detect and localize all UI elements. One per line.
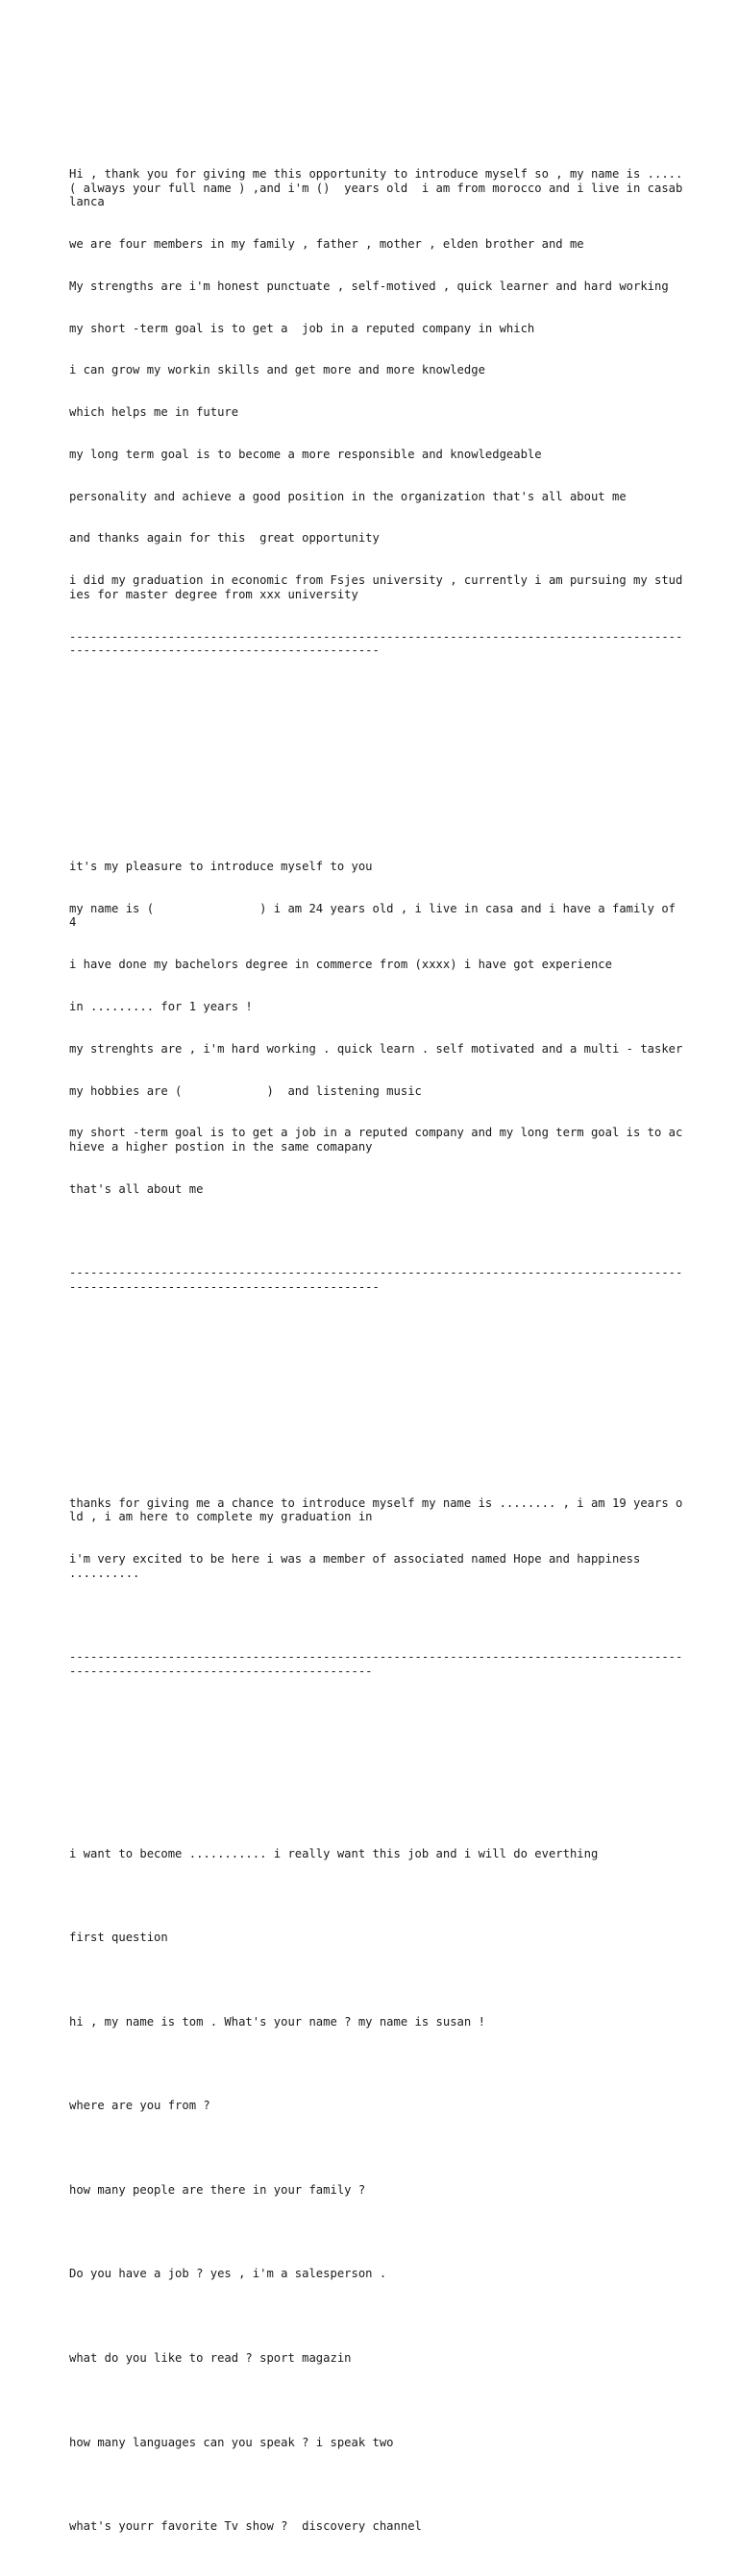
paragraph: how many people are there in your family ? [69,2182,366,2197]
spacer [69,1225,684,1239]
spacer [69,2477,684,2491]
spacer [69,2394,684,2408]
intro-section-2 [69,832,684,1323]
paragraph: first question [69,1931,168,1945]
text-line: personality and achieve a good position in the organization that's all about me [69,489,627,503]
text-line: it's my pleasure to introduce myself to you [69,860,373,874]
spacer [69,1888,684,1903]
spacer [69,770,684,776]
spacer [69,2225,684,2240]
text-line: i'm very excited to be here i was a member of associated named Hope and happiness .......... [69,1552,648,1580]
text-line: my hobbies are ( ) and listening music [69,1083,422,1098]
spacer [69,1609,684,1623]
paragraph: what's yourr favorite Tv show ? discovery channel [69,2519,422,2534]
text-line: i have done my bachelors degree in commerce from (xxxx) i have got experience [69,958,612,972]
document-body [69,97,690,2576]
spacer [69,2141,684,2155]
dashed-divider: ----------------------------------------------------------------------------------------------------------------------------------- [69,629,683,658]
spacer [69,1973,684,1987]
intro-section-3 [69,1469,684,1707]
spacer [69,1406,684,1412]
text-line: i can grow my workin skills and get more and more knowledge [69,363,485,377]
paragraph: where are you from ? [69,2099,210,2113]
text-line: my short -term goal is to get a job in a reputed company in which [69,321,535,335]
text-line: i did my graduation in economic from Fsjes university , currently i am pursuing my studies for master degree from xxx university [69,573,683,601]
text-line: my long term goal is to become a more responsible and knowledgeable [69,447,542,461]
text-line: my name is ( ) i am 24 years old , i live in casa and i have a family of 4 [69,901,683,930]
text-line: that's all about me [69,1181,204,1196]
paragraph: how many languages can you speak ? i speak two [69,2435,394,2449]
spacer [69,1364,684,1378]
paragraph: Do you have a job ? yes , i'm a salesperson . [69,2267,387,2281]
text-line: Hi , thank you for giving me this opportunity to introduce myself so , my name is ..... ( always your full name ) ,and i'm () years old i am from morocco and i live in casablanca [69,166,690,209]
text-line: and thanks again for this great opportunity [69,531,380,546]
text-line: we are four members in my family , father , mother , elden brother and me [69,236,584,251]
spacer [69,2057,684,2072]
spacer [69,2309,684,2323]
text-line: My strengths are i'm honest punctuate , self-motived , quick learner and hard working [69,279,669,293]
text-line: thanks for giving me a chance to introduce myself my name is ........ , i am 19 years old , i am here to complete my graduation in [69,1495,683,1524]
paragraph: what do you like to read ? sport magazin [69,2351,352,2365]
intro-section-1 [69,139,690,686]
text-line: which helps me in future [69,405,239,420]
dashed-divider: ----------------------------------------------------------------------------------------------------------------------------------- [69,1266,683,1294]
paragraph: i want to become ........... i really want this job and i will do everthing [69,1846,599,1860]
paragraph: hi , my name is tom . What's your name ? my name is susan ! [69,2014,485,2029]
questions-section [69,1818,684,2561]
text-line: my short -term goal is to get a job in a reputed company and my long term goal is to achieve a higher postion in the same comapany [69,1126,683,1154]
spacer [69,728,684,742]
text-line: in ......... for 1 years ! [69,1000,253,1013]
spacer [69,1748,684,1762]
text-line: my strenghts are , i'm hard working . quick learn . self motivated and a multi - tasker [69,1041,683,1056]
dashed-divider: ---------------------------------------------------------------------------------------------------------------------------------- [69,1650,683,1678]
